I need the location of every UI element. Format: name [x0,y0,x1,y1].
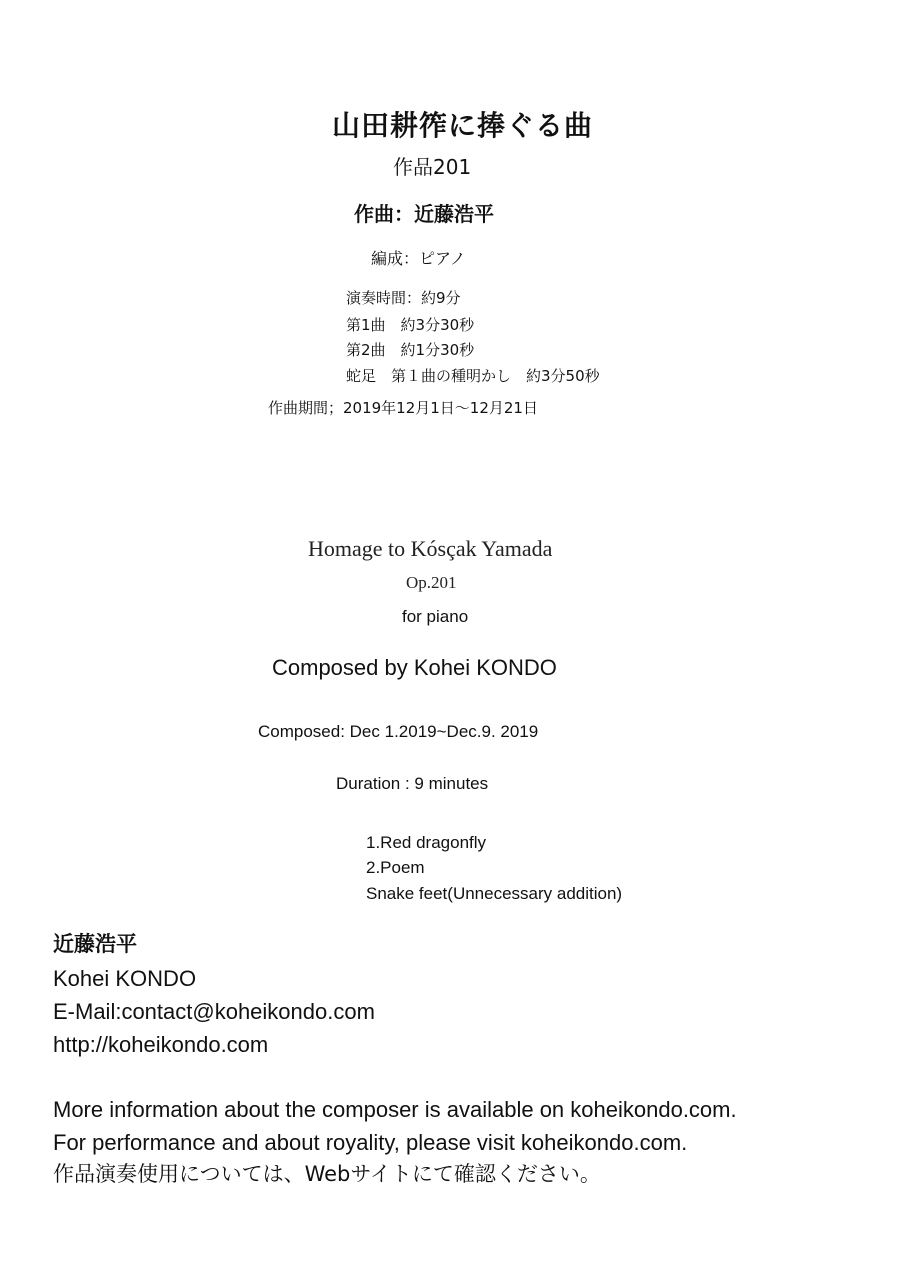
english-movement-1: 1.Red dragonfly [366,833,487,852]
japanese-instrumentation: 編成：ピアノ [371,249,466,268]
english-instrumentation: for piano [402,607,469,626]
japanese-movement-3: 蛇足 第１曲の種明かし 約3分50秒 [346,367,600,385]
japanese-composer: 作曲：近藤浩平 [354,202,494,226]
contact-name-japanese: 近藤浩平 [53,932,137,956]
japanese-movement-2: 第2曲 約1分30秒 [346,341,475,359]
english-composer: Composed by Kohei KONDO [272,655,557,680]
info-performance-line: For performance and about royality, please visit koheikondo.com. [53,1130,688,1155]
english-title: Homage to Kósçak Yamada [308,536,553,561]
contact-website: http://koheikondo.com [53,1032,269,1057]
english-movement-2: 2.Poem [366,858,425,877]
japanese-movement-1: 第1曲 約3分30秒 [346,316,475,334]
contact-name-english: Kohei KONDO [53,966,197,991]
info-composer-line: More information about the composer is available on koheikondo.com. [53,1097,737,1122]
contact-email: E-Mail:contact@koheikondo.com [53,999,375,1024]
english-opus-number: Op.201 [406,573,457,592]
japanese-composition-period: 作曲期間；2019年12月1日～12月21日 [268,399,538,417]
japanese-duration: 演奏時間：約9分 [346,289,461,307]
english-movement-3: Snake feet(Unnecessary addition) [366,884,623,903]
japanese-title: 山田耕筰に捧ぐる曲 [332,109,594,142]
japanese-opus-number: 作品201 [393,155,472,179]
english-duration: Duration : 9 minutes [336,774,489,793]
english-composed-dates: Composed: Dec 1.2019~Dec.9. 2019 [258,722,539,741]
info-japanese-line: 作品演奏使用については、Webサイトにて確認ください。 [53,1162,601,1186]
